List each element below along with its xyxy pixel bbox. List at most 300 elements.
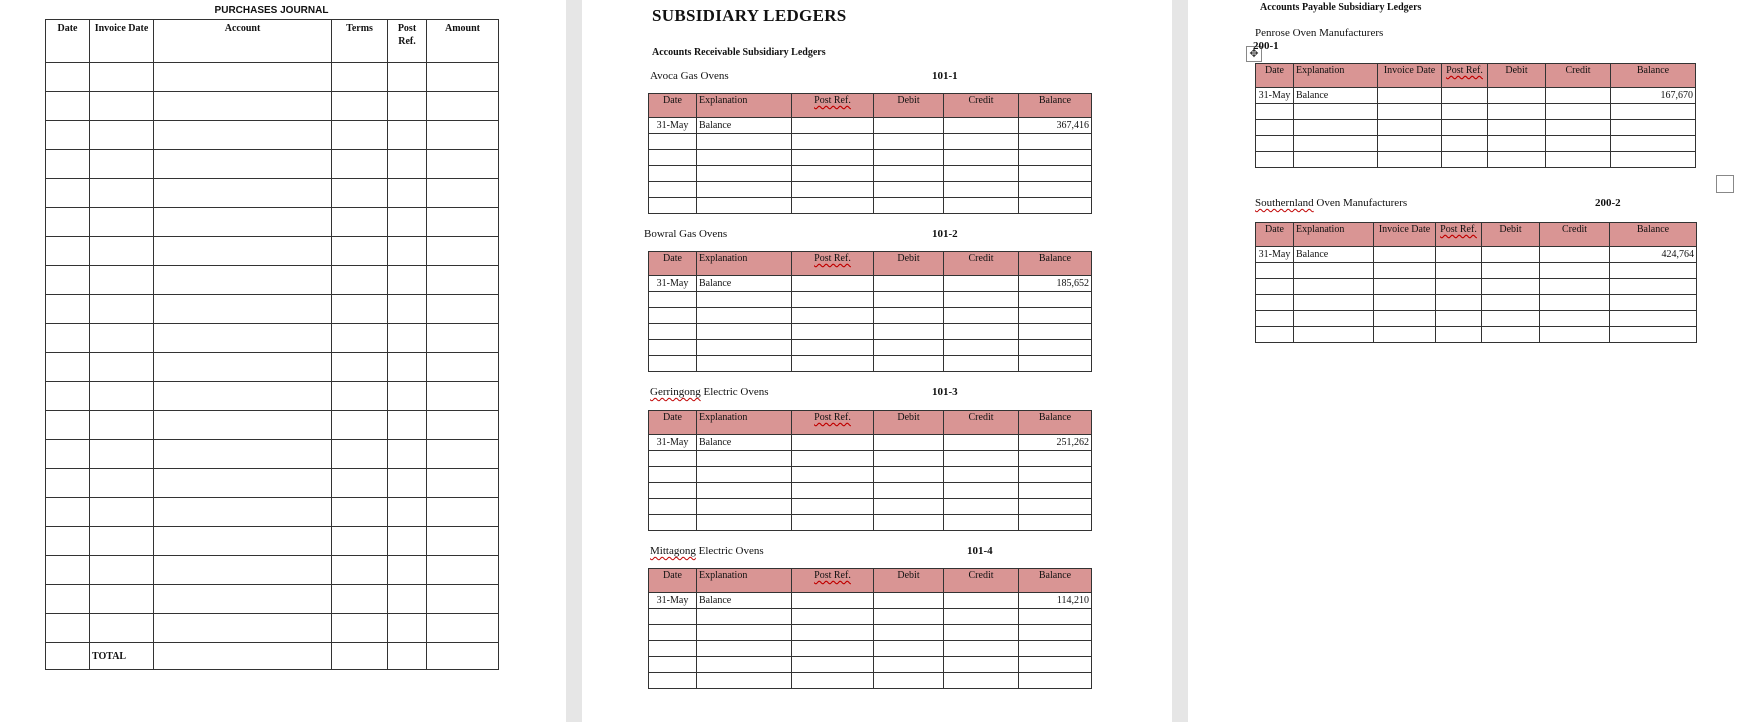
ledger-cell[interactable] [1482, 327, 1540, 343]
journal-cell[interactable] [154, 585, 332, 614]
journal-cell[interactable] [332, 295, 388, 324]
journal-cell[interactable] [388, 382, 427, 411]
ledger-cell[interactable] [1374, 295, 1436, 311]
ledger-cell[interactable] [649, 609, 697, 625]
ledger-cell[interactable] [792, 641, 874, 657]
ledger-cell[interactable] [792, 356, 874, 372]
ledger-cell[interactable] [1294, 152, 1378, 168]
ledger-cell[interactable] [792, 673, 874, 689]
journal-cell[interactable] [388, 63, 427, 92]
journal-cell[interactable] [388, 527, 427, 556]
journal-cell[interactable] [332, 440, 388, 469]
ledger-explanation[interactable]: Balance [697, 435, 792, 451]
ledger-cell[interactable] [1442, 136, 1488, 152]
ledger-cell[interactable] [697, 467, 792, 483]
journal-cell[interactable] [90, 63, 154, 92]
ledger-balance[interactable]: 114,210 [1019, 593, 1092, 609]
journal-cell[interactable] [388, 585, 427, 614]
journal-cell[interactable] [46, 498, 90, 527]
ledger-cell[interactable] [944, 356, 1019, 372]
journal-cell[interactable] [154, 92, 332, 121]
ledger-cell[interactable] [874, 292, 944, 308]
journal-cell[interactable] [46, 556, 90, 585]
ledger-cell[interactable] [649, 356, 697, 372]
ledger-cell[interactable] [1019, 198, 1092, 214]
ledger-cell[interactable] [1436, 247, 1482, 263]
ledger-cell[interactable] [1256, 263, 1294, 279]
journal-cell[interactable] [154, 614, 332, 643]
journal-cell[interactable] [90, 324, 154, 353]
table-resize-handle-icon[interactable] [1716, 175, 1734, 193]
ledger-cell[interactable] [649, 673, 697, 689]
ledger-cell[interactable] [649, 308, 697, 324]
ledger-cell[interactable] [697, 657, 792, 673]
ledger-cell[interactable] [697, 150, 792, 166]
ledger-cell[interactable] [874, 467, 944, 483]
ledger-cell[interactable] [697, 673, 792, 689]
ledger-cell[interactable] [649, 483, 697, 499]
ledger-cell[interactable] [1540, 263, 1610, 279]
ledger-cell[interactable] [1374, 327, 1436, 343]
ledger-cell[interactable] [792, 308, 874, 324]
ledger-cell[interactable] [792, 276, 874, 292]
ledger-cell[interactable] [697, 134, 792, 150]
ledger-cell[interactable] [944, 198, 1019, 214]
journal-cell[interactable] [427, 643, 499, 670]
ledger-cell[interactable] [649, 166, 697, 182]
ledger-cell[interactable] [792, 451, 874, 467]
ledger-cell[interactable] [792, 593, 874, 609]
journal-cell[interactable] [388, 266, 427, 295]
ledger-cell[interactable] [792, 182, 874, 198]
journal-cell[interactable] [388, 121, 427, 150]
journal-cell[interactable] [154, 469, 332, 498]
ledger-cell[interactable] [944, 483, 1019, 499]
ledger-cell[interactable] [1294, 136, 1378, 152]
ledger-cell[interactable] [1610, 327, 1697, 343]
journal-cell[interactable] [154, 527, 332, 556]
journal-cell[interactable] [46, 643, 90, 670]
ledger-cell[interactable] [1611, 104, 1696, 120]
ledger-cell[interactable] [697, 198, 792, 214]
journal-cell[interactable] [427, 556, 499, 585]
journal-cell[interactable] [90, 411, 154, 440]
ledger-cell[interactable] [874, 340, 944, 356]
ledger-cell[interactable] [1546, 120, 1611, 136]
ledger-cell[interactable] [792, 166, 874, 182]
ledger-cell[interactable] [874, 673, 944, 689]
ledger-cell[interactable] [874, 356, 944, 372]
ledger-cell[interactable] [1374, 279, 1436, 295]
ledger-cell[interactable] [1019, 641, 1092, 657]
ledger-cell[interactable] [649, 467, 697, 483]
journal-cell[interactable] [332, 614, 388, 643]
ledger-cell[interactable] [1019, 292, 1092, 308]
journal-cell[interactable] [332, 498, 388, 527]
ledger-cell[interactable] [1294, 327, 1374, 343]
ledger-cell[interactable] [874, 166, 944, 182]
journal-cell[interactable] [388, 208, 427, 237]
journal-cell[interactable] [46, 382, 90, 411]
ledger-cell[interactable] [649, 150, 697, 166]
journal-cell[interactable] [427, 353, 499, 382]
ledger-cell[interactable] [697, 451, 792, 467]
ledger-cell[interactable] [649, 340, 697, 356]
journal-cell[interactable] [332, 150, 388, 179]
ledger-cell[interactable] [649, 451, 697, 467]
ledger-cell[interactable] [1374, 247, 1436, 263]
ledger-cell[interactable] [1374, 311, 1436, 327]
ledger-cell[interactable] [1488, 88, 1546, 104]
ledger-cell[interactable] [874, 198, 944, 214]
ledger-cell[interactable] [1482, 263, 1540, 279]
ledger-cell[interactable] [944, 515, 1019, 531]
journal-cell[interactable] [332, 92, 388, 121]
ledger-cell[interactable] [1019, 166, 1092, 182]
ledger-cell[interactable] [697, 625, 792, 641]
ledger-cell[interactable] [1442, 152, 1488, 168]
ledger-cell[interactable] [792, 467, 874, 483]
ledger-cell[interactable] [1442, 88, 1488, 104]
journal-cell[interactable] [427, 614, 499, 643]
ledger-cell[interactable] [1256, 120, 1294, 136]
ledger-cell[interactable] [1540, 279, 1610, 295]
ledger-explanation[interactable]: Balance [697, 593, 792, 609]
ledger-cell[interactable] [944, 451, 1019, 467]
ledger-cell[interactable] [792, 515, 874, 531]
journal-cell[interactable] [90, 179, 154, 208]
ledger-cell[interactable] [874, 308, 944, 324]
ledger-explanation[interactable]: Balance [697, 276, 792, 292]
ledger-cell[interactable] [792, 483, 874, 499]
table-move-handle-icon[interactable]: ✥ [1246, 46, 1262, 62]
journal-cell[interactable] [427, 237, 499, 266]
ledger-cell[interactable] [944, 625, 1019, 641]
ledger-cell[interactable] [1294, 104, 1378, 120]
ledger-date[interactable]: 31-May [649, 435, 697, 451]
journal-cell[interactable] [90, 498, 154, 527]
journal-cell[interactable] [46, 121, 90, 150]
ledger-cell[interactable] [1488, 152, 1546, 168]
ledger-cell[interactable] [874, 134, 944, 150]
journal-cell[interactable] [154, 382, 332, 411]
ledger-cell[interactable] [697, 182, 792, 198]
ledger-cell[interactable] [1256, 136, 1294, 152]
journal-cell[interactable] [90, 121, 154, 150]
ledger-cell[interactable] [792, 150, 874, 166]
ledger-balance[interactable]: 367,416 [1019, 118, 1092, 134]
journal-cell[interactable] [388, 643, 427, 670]
journal-cell[interactable] [90, 208, 154, 237]
journal-cell[interactable] [46, 208, 90, 237]
ledger-cell[interactable] [697, 292, 792, 308]
ledger-cell[interactable] [1540, 327, 1610, 343]
journal-cell[interactable] [46, 614, 90, 643]
ledger-cell[interactable] [1256, 311, 1294, 327]
ledger-cell[interactable] [944, 308, 1019, 324]
ledger-cell[interactable] [1019, 515, 1092, 531]
journal-cell[interactable] [90, 440, 154, 469]
ledger-cell[interactable] [1482, 247, 1540, 263]
journal-cell[interactable] [388, 556, 427, 585]
ledger-balance[interactable]: 167,670 [1611, 88, 1696, 104]
ledger-cell[interactable] [1610, 279, 1697, 295]
ledger-cell[interactable] [944, 150, 1019, 166]
journal-cell[interactable] [90, 614, 154, 643]
journal-cell[interactable] [154, 411, 332, 440]
journal-cell[interactable] [90, 527, 154, 556]
ledger-cell[interactable] [1019, 483, 1092, 499]
ledger-date[interactable]: 31-May [1256, 247, 1294, 263]
ledger-cell[interactable] [1546, 104, 1611, 120]
ledger-cell[interactable] [1256, 327, 1294, 343]
journal-cell[interactable] [90, 295, 154, 324]
ledger-cell[interactable] [1294, 295, 1374, 311]
ledger-cell[interactable] [1611, 136, 1696, 152]
ledger-cell[interactable] [1488, 104, 1546, 120]
journal-cell[interactable] [332, 469, 388, 498]
ledger-date[interactable]: 31-May [649, 118, 697, 134]
journal-cell[interactable] [388, 150, 427, 179]
ledger-balance[interactable]: 185,652 [1019, 276, 1092, 292]
ledger-cell[interactable] [697, 641, 792, 657]
ledger-cell[interactable] [874, 483, 944, 499]
journal-cell[interactable] [154, 179, 332, 208]
ledger-cell[interactable] [792, 499, 874, 515]
journal-cell[interactable] [332, 382, 388, 411]
ledger-cell[interactable] [874, 150, 944, 166]
ledger-cell[interactable] [944, 340, 1019, 356]
ledger-cell[interactable] [874, 451, 944, 467]
journal-cell[interactable] [154, 353, 332, 382]
journal-cell[interactable] [46, 353, 90, 382]
journal-cell[interactable] [427, 92, 499, 121]
ledger-cell[interactable] [649, 625, 697, 641]
ledger-cell[interactable] [874, 276, 944, 292]
ledger-date[interactable]: 31-May [649, 593, 697, 609]
ledger-cell[interactable] [697, 609, 792, 625]
ledger-cell[interactable] [697, 499, 792, 515]
journal-cell[interactable] [332, 208, 388, 237]
ledger-cell[interactable] [1540, 295, 1610, 311]
ledger-cell[interactable] [1610, 263, 1697, 279]
journal-cell[interactable] [427, 266, 499, 295]
ledger-cell[interactable] [792, 134, 874, 150]
ledger-cell[interactable] [1546, 136, 1611, 152]
journal-cell[interactable] [388, 353, 427, 382]
journal-cell[interactable] [332, 266, 388, 295]
ledger-cell[interactable] [1256, 152, 1294, 168]
journal-cell[interactable] [90, 266, 154, 295]
ledger-cell[interactable] [944, 435, 1019, 451]
ledger-balance[interactable]: 424,764 [1610, 247, 1697, 263]
journal-cell[interactable] [154, 556, 332, 585]
journal-cell[interactable] [332, 585, 388, 614]
ledger-cell[interactable] [874, 324, 944, 340]
ledger-cell[interactable] [1546, 152, 1611, 168]
ledger-cell[interactable] [1546, 88, 1611, 104]
ledger-cell[interactable] [649, 324, 697, 340]
ledger-cell[interactable] [1378, 120, 1442, 136]
ledger-cell[interactable] [1482, 279, 1540, 295]
ledger-cell[interactable] [1374, 263, 1436, 279]
ledger-cell[interactable] [1436, 327, 1482, 343]
journal-cell[interactable] [154, 643, 332, 670]
journal-cell[interactable] [154, 266, 332, 295]
ledger-cell[interactable] [1019, 673, 1092, 689]
journal-cell[interactable] [154, 440, 332, 469]
ledger-cell[interactable] [1019, 609, 1092, 625]
ledger-cell[interactable] [792, 198, 874, 214]
ledger-cell[interactable] [649, 499, 697, 515]
ledger-cell[interactable] [649, 515, 697, 531]
ledger-explanation[interactable]: Balance [1294, 88, 1378, 104]
ledger-cell[interactable] [792, 340, 874, 356]
ledger-cell[interactable] [1019, 150, 1092, 166]
journal-cell[interactable] [388, 614, 427, 643]
ledger-cell[interactable] [649, 182, 697, 198]
journal-cell[interactable] [427, 469, 499, 498]
ledger-cell[interactable] [697, 515, 792, 531]
ledger-cell[interactable] [1610, 295, 1697, 311]
ledger-cell[interactable] [944, 182, 1019, 198]
journal-cell[interactable] [154, 121, 332, 150]
journal-cell[interactable] [46, 92, 90, 121]
journal-cell[interactable] [46, 440, 90, 469]
ledger-cell[interactable] [697, 308, 792, 324]
ledger-date[interactable]: 31-May [1256, 88, 1294, 104]
ledger-cell[interactable] [697, 324, 792, 340]
ledger-cell[interactable] [944, 593, 1019, 609]
ledger-cell[interactable] [944, 673, 1019, 689]
journal-cell[interactable] [427, 440, 499, 469]
journal-cell[interactable] [388, 411, 427, 440]
ledger-cell[interactable] [1256, 295, 1294, 311]
journal-cell[interactable] [388, 469, 427, 498]
ledger-cell[interactable] [1482, 311, 1540, 327]
ledger-cell[interactable] [1019, 467, 1092, 483]
journal-cell[interactable] [90, 150, 154, 179]
ledger-cell[interactable] [1019, 499, 1092, 515]
ledger-cell[interactable] [1019, 134, 1092, 150]
ledger-cell[interactable] [944, 118, 1019, 134]
ledger-cell[interactable] [944, 324, 1019, 340]
journal-cell[interactable] [427, 382, 499, 411]
journal-cell[interactable] [332, 237, 388, 266]
ledger-cell[interactable] [1436, 295, 1482, 311]
ledger-cell[interactable] [944, 166, 1019, 182]
ledger-cell[interactable] [1019, 324, 1092, 340]
journal-cell[interactable] [332, 324, 388, 353]
ledger-cell[interactable] [874, 593, 944, 609]
ledger-cell[interactable] [874, 118, 944, 134]
journal-cell[interactable] [388, 237, 427, 266]
journal-cell[interactable] [427, 295, 499, 324]
journal-cell[interactable] [154, 295, 332, 324]
ledger-cell[interactable] [874, 641, 944, 657]
ledger-cell[interactable] [1488, 136, 1546, 152]
ledger-cell[interactable] [1019, 625, 1092, 641]
journal-cell[interactable] [332, 179, 388, 208]
ledger-cell[interactable] [874, 182, 944, 198]
ledger-cell[interactable] [1019, 451, 1092, 467]
ledger-cell[interactable] [1378, 152, 1442, 168]
ledger-cell[interactable] [1378, 88, 1442, 104]
ledger-cell[interactable] [649, 292, 697, 308]
ledger-explanation[interactable]: Balance [1294, 247, 1374, 263]
ledger-cell[interactable] [1540, 311, 1610, 327]
journal-cell[interactable] [427, 585, 499, 614]
ledger-cell[interactable] [1019, 356, 1092, 372]
journal-cell[interactable] [90, 237, 154, 266]
ledger-cell[interactable] [944, 467, 1019, 483]
ledger-cell[interactable] [649, 641, 697, 657]
journal-cell[interactable] [90, 353, 154, 382]
journal-cell[interactable] [427, 411, 499, 440]
journal-cell[interactable] [427, 527, 499, 556]
ledger-cell[interactable] [792, 657, 874, 673]
ledger-cell[interactable] [1378, 104, 1442, 120]
ledger-cell[interactable] [1442, 104, 1488, 120]
ledger-cell[interactable] [1294, 311, 1374, 327]
journal-cell[interactable] [388, 324, 427, 353]
ledger-cell[interactable] [1611, 120, 1696, 136]
ledger-cell[interactable] [792, 324, 874, 340]
journal-cell[interactable] [388, 92, 427, 121]
ledger-cell[interactable] [1294, 263, 1374, 279]
journal-cell[interactable] [332, 411, 388, 440]
journal-cell[interactable] [90, 382, 154, 411]
journal-cell[interactable] [332, 121, 388, 150]
journal-cell[interactable] [427, 324, 499, 353]
ledger-cell[interactable] [792, 292, 874, 308]
ledger-cell[interactable] [649, 198, 697, 214]
ledger-cell[interactable] [944, 641, 1019, 657]
ledger-cell[interactable] [944, 657, 1019, 673]
journal-cell[interactable] [332, 527, 388, 556]
journal-cell[interactable] [332, 643, 388, 670]
ledger-date[interactable]: 31-May [649, 276, 697, 292]
ledger-cell[interactable] [697, 166, 792, 182]
ledger-cell[interactable] [1442, 120, 1488, 136]
ledger-cell[interactable] [944, 276, 1019, 292]
journal-cell[interactable] [388, 498, 427, 527]
ledger-cell[interactable] [792, 609, 874, 625]
journal-cell[interactable] [46, 585, 90, 614]
ledger-explanation[interactable]: Balance [697, 118, 792, 134]
ledger-cell[interactable] [944, 609, 1019, 625]
journal-cell[interactable] [388, 440, 427, 469]
journal-cell[interactable] [154, 208, 332, 237]
journal-cell[interactable] [154, 63, 332, 92]
ledger-cell[interactable] [1611, 152, 1696, 168]
journal-cell[interactable] [46, 63, 90, 92]
ledger-cell[interactable] [1436, 279, 1482, 295]
journal-cell[interactable] [46, 266, 90, 295]
journal-cell[interactable] [46, 179, 90, 208]
journal-cell[interactable] [427, 498, 499, 527]
journal-cell[interactable] [427, 63, 499, 92]
ledger-cell[interactable] [1294, 279, 1374, 295]
ledger-cell[interactable] [874, 657, 944, 673]
ledger-cell[interactable] [1436, 263, 1482, 279]
journal-cell[interactable] [388, 295, 427, 324]
ledger-cell[interactable] [944, 499, 1019, 515]
journal-cell[interactable] [46, 527, 90, 556]
ledger-cell[interactable] [1019, 657, 1092, 673]
journal-cell[interactable] [332, 556, 388, 585]
ledger-cell[interactable] [1378, 136, 1442, 152]
